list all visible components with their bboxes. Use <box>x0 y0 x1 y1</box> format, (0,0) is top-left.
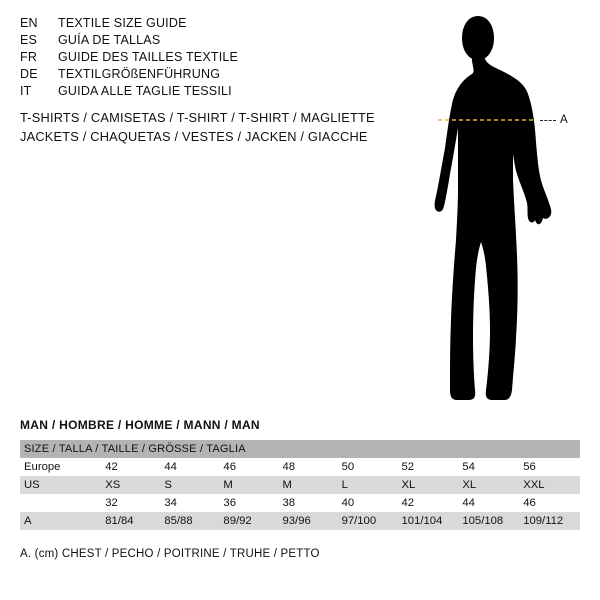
table-header-label: SIZE / TALLA / TAILLE / GRÖSSE / TAGLIA <box>24 443 246 455</box>
language-text: GUIDE DES TAILLES TEXTILE <box>58 50 239 64</box>
row-label: Europe <box>24 461 61 473</box>
cell-value: 48 <box>282 461 296 473</box>
language-row <box>20 84 400 101</box>
cell-value: XS <box>105 479 121 491</box>
size-table <box>20 440 580 530</box>
cell-value: 40 <box>341 497 355 509</box>
cell-value: XL <box>462 479 477 491</box>
language-text: GUÍA DE TALLAS <box>58 33 161 47</box>
cell-value: 36 <box>223 497 236 509</box>
cell-value: 50 <box>341 461 355 473</box>
cell-value: XXL <box>523 479 545 491</box>
cell-value: 32 <box>105 497 118 509</box>
cell-value: XL <box>401 479 416 491</box>
cell-value: 34 <box>164 497 177 509</box>
cell-value: 42 <box>105 461 118 473</box>
language-code: FR <box>20 50 38 64</box>
language-text: TEXTILGRÖßENFÜHRUNG <box>58 67 221 81</box>
cell-value: 44 <box>462 497 475 509</box>
measure-label-a: A <box>560 114 568 126</box>
row-label: A <box>24 515 32 527</box>
table-title: MAN / HOMBRE / HOMME / MANN / MAN <box>20 418 260 432</box>
row-label: US <box>24 479 40 491</box>
language-row <box>20 50 400 67</box>
cell-value: 81/84 <box>105 515 134 527</box>
table-row <box>20 512 580 530</box>
cell-value: L <box>341 479 348 491</box>
cell-value: 38 <box>282 497 296 509</box>
silhouette-icon <box>400 8 600 408</box>
measure-leader-line <box>540 120 556 121</box>
language-row <box>20 33 400 50</box>
language-code: DE <box>20 67 38 81</box>
language-row <box>20 67 400 84</box>
cell-value: 52 <box>401 461 415 473</box>
body-silhouette-figure <box>400 8 600 408</box>
footnote: A. (cm) CHEST / PECHO / POITRINE / TRUHE / PETTO <box>20 548 320 560</box>
cell-value: 101/104 <box>401 515 443 527</box>
cell-value: 89/92 <box>223 515 252 527</box>
language-header-block <box>20 16 400 101</box>
cell-value: 109/112 <box>523 515 564 527</box>
language-row <box>20 16 400 33</box>
category-line-tshirts: T-SHIRTS / CAMISETAS / T-SHIRT / T-SHIRT / MAGLIETTE <box>20 110 375 125</box>
language-text: TEXTILE SIZE GUIDE <box>58 16 187 30</box>
table-header-row <box>20 440 580 458</box>
cell-value: M <box>223 479 233 491</box>
cell-value: 85/88 <box>164 515 193 527</box>
cell-value: M <box>282 479 292 491</box>
row-label <box>20 494 101 512</box>
category-line-jackets: JACKETS / CHAQUETAS / VESTES / JACKEN / GIACCHE <box>20 129 368 144</box>
cell-value: 105/108 <box>462 515 504 527</box>
language-code: ES <box>20 33 38 47</box>
table-row <box>20 458 580 476</box>
cell-value: 46 <box>523 497 536 509</box>
category-block <box>20 110 420 148</box>
language-text: GUIDA ALLE TAGLIE TESSILI <box>58 84 232 98</box>
cell-value: 54 <box>462 461 475 473</box>
cell-value: 93/96 <box>282 515 311 527</box>
cell-value: 44 <box>164 461 177 473</box>
table-row <box>20 494 580 512</box>
language-code: IT <box>20 84 32 98</box>
cell-value: 56 <box>523 461 536 473</box>
table-row <box>20 476 580 494</box>
cell-value: 46 <box>223 461 236 473</box>
language-code: EN <box>20 16 38 30</box>
cell-value: 42 <box>401 497 415 509</box>
cell-value: 97/100 <box>341 515 377 527</box>
cell-value: S <box>164 479 172 491</box>
